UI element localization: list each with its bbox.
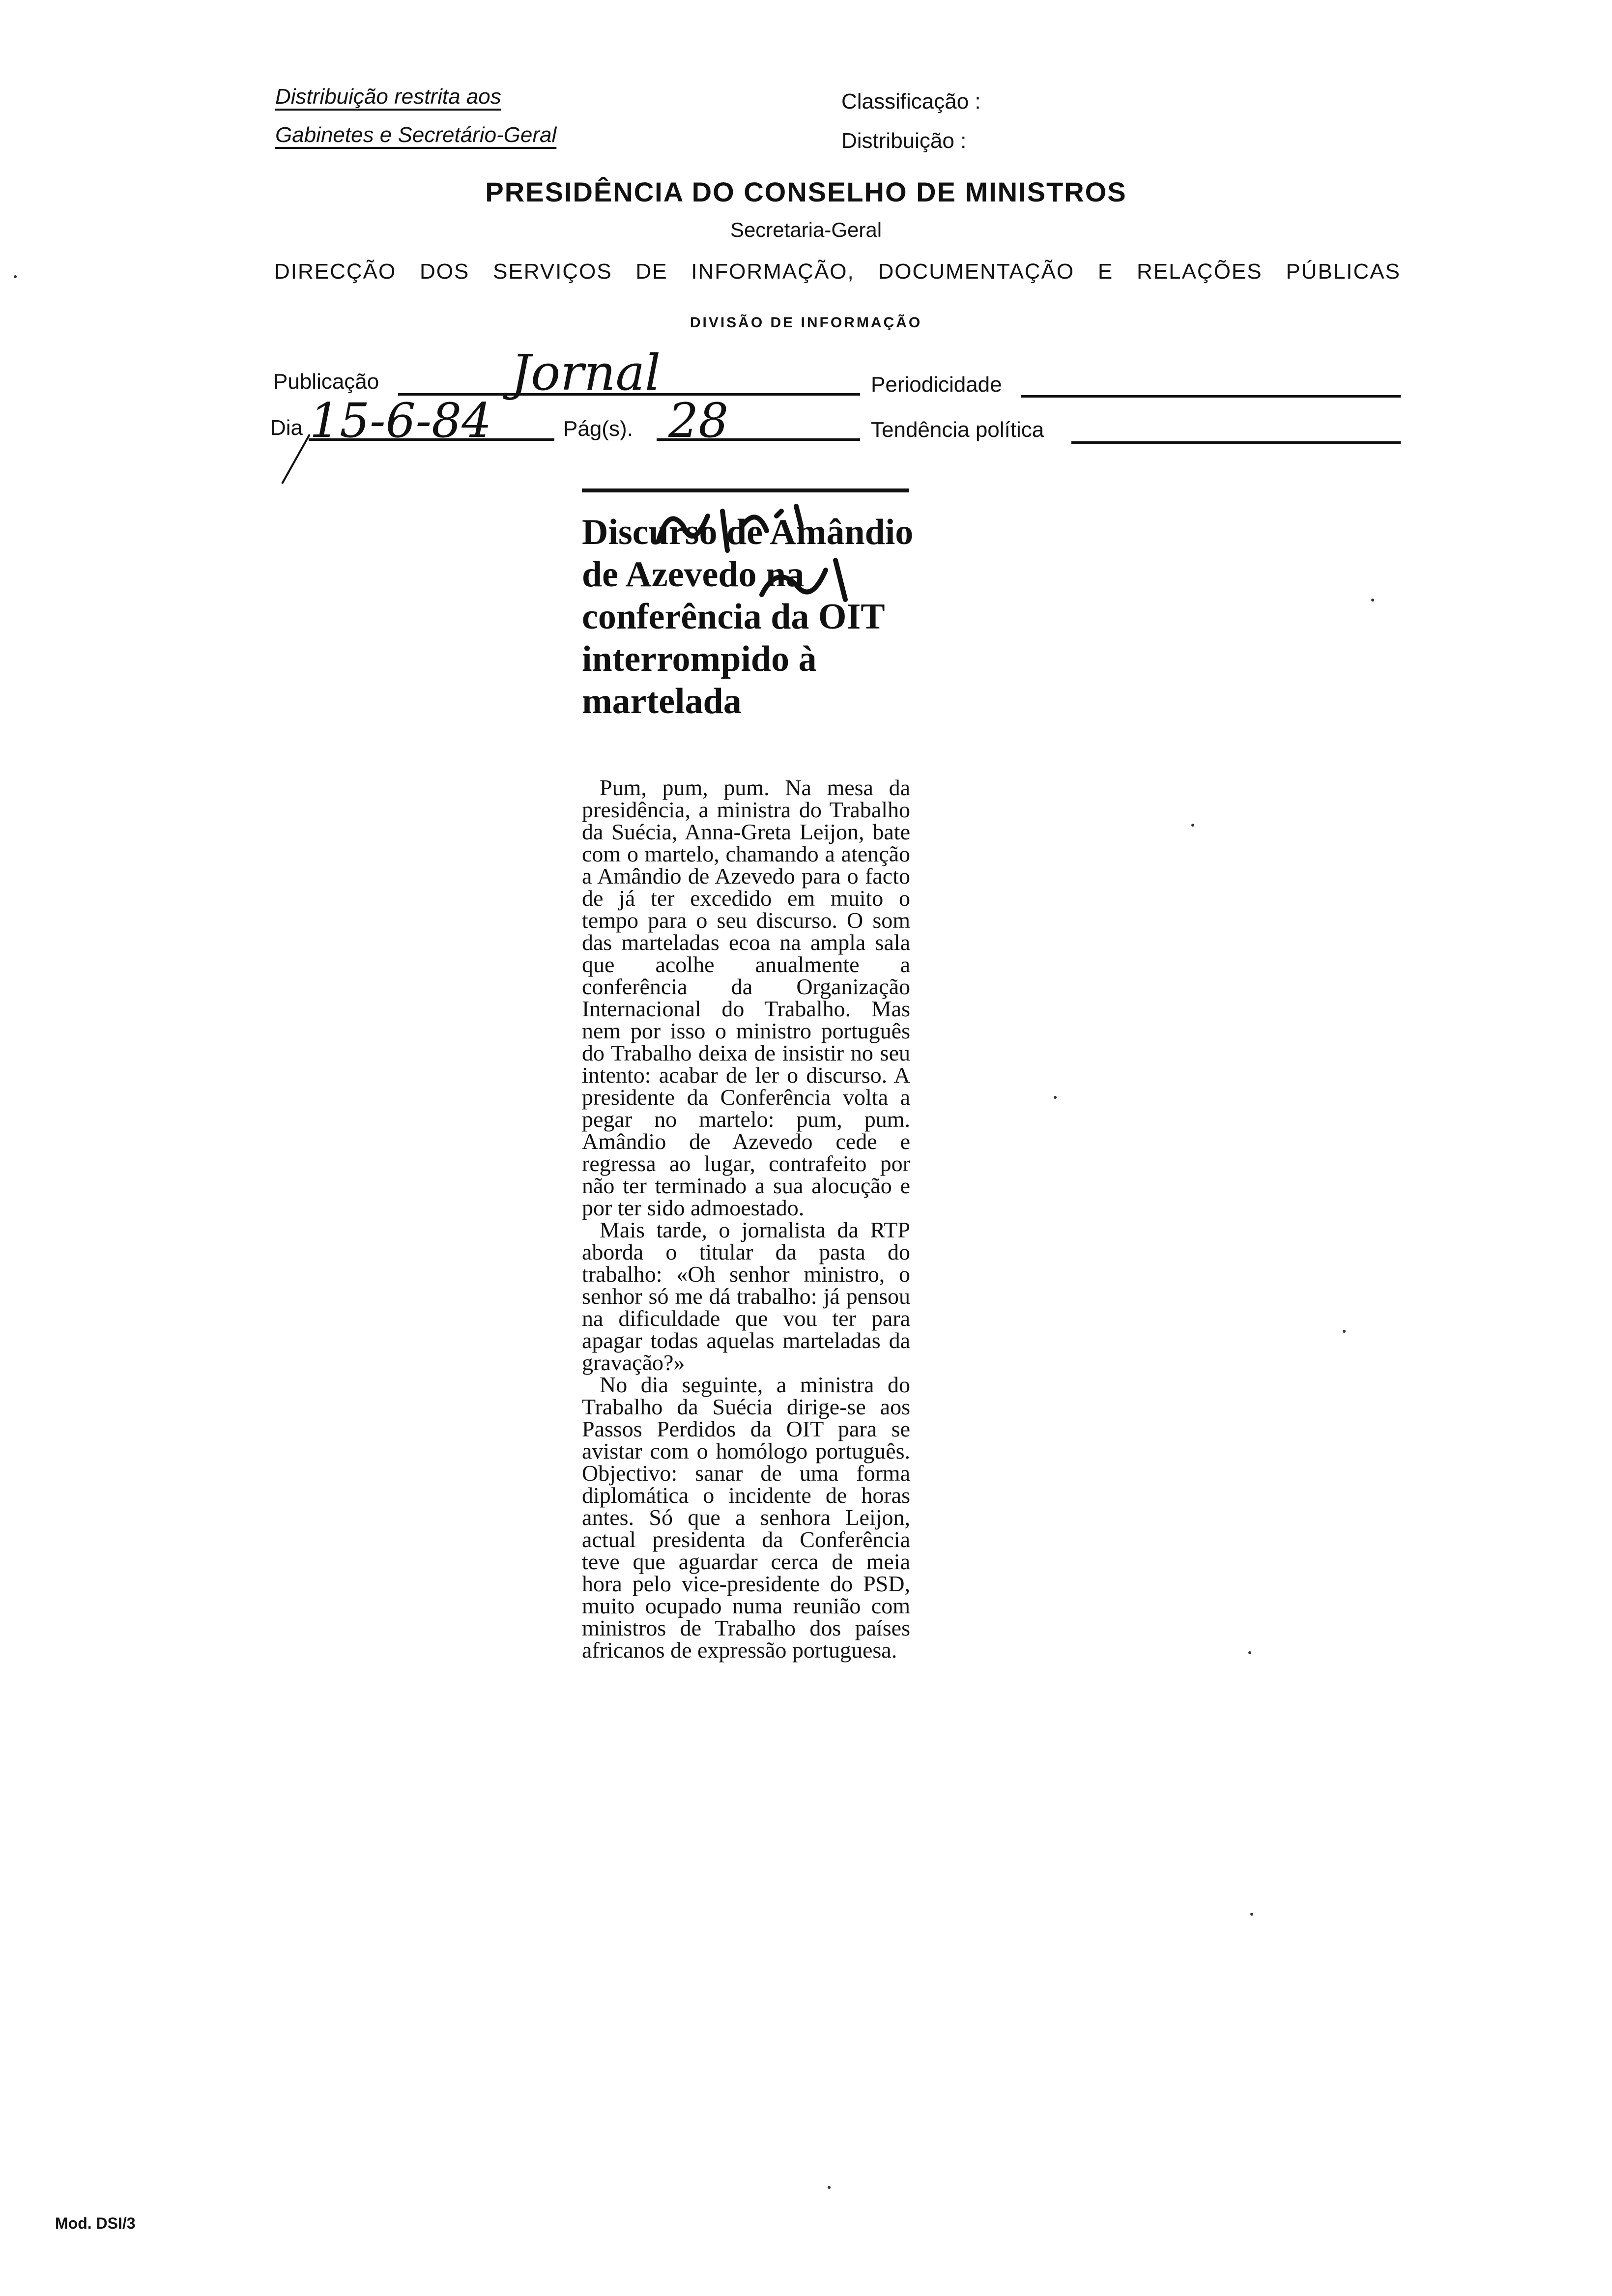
article-paragraph-2: Mais tarde, o jornalista da RTP aborda o titular da pasta do trabalho: «Oh senhor ministro, o senhor só me dá trabalho: já pensou na dificuldade que vou ter para apagar todas aquelas marteladas da gravação?» bbox=[582, 1217, 910, 1375]
publicacao-handwritten: Jornal bbox=[511, 344, 661, 402]
periodicidade-underline bbox=[1021, 395, 1401, 398]
org-title: PRESIDÊNCIA DO CONSELHO DE MINISTROS bbox=[485, 176, 1127, 207]
periodicidade-label: Periodicidade bbox=[871, 373, 1002, 397]
article-paragraph-3: No dia seguinte, a ministra do Trabalho da Suécia dirige-se aos Passos Perdidos da OIT para se avistar com o homólogo português. Objectivo: sanar de uma forma diplomática o incidente de horas antes. Só que a senhora Leijon, actual presidenta da Conferência teve que aguardar cerca de meia hora pelo vice-presidente do PSD, muito ocupado numa reunião com ministros de Trabalho dos países africanos de expressão portuguesa. bbox=[582, 1372, 910, 1663]
article-headline: Discurso de Amândio de Azevedo na conferência da OIT interrompido à martelada bbox=[582, 512, 914, 721]
scan-speck bbox=[1250, 1913, 1253, 1916]
dia-handwritten: 15-6-84 bbox=[310, 393, 492, 448]
scan-speck bbox=[1248, 1651, 1251, 1654]
scan-speck bbox=[1054, 1096, 1057, 1099]
restricted-distribution-line1: Distribuição restrita aos bbox=[275, 85, 501, 109]
model-code: Mod. DSI/3 bbox=[55, 2214, 136, 2232]
article-top-rule bbox=[582, 488, 909, 492]
tendencia-underline bbox=[1071, 441, 1401, 444]
scan-speck bbox=[1371, 599, 1374, 602]
dia-label: Dia bbox=[270, 416, 303, 440]
pag-label: Pág(s). bbox=[563, 417, 633, 441]
scan-speck bbox=[828, 2186, 831, 2189]
dia-pen-stroke bbox=[275, 432, 315, 487]
secretaria-geral: Secretaria-Geral bbox=[730, 218, 882, 241]
scan-speck bbox=[1343, 1330, 1346, 1333]
article-paragraph-1: Pum, pum, pum. Na mesa da presidência, a ministra do Trabalho da Suécia, Anna-Greta Leijon, bate com o martelo, chamando a atenção a Amândio de Azevedo para o facto de já ter excedido em muito o tempo para o seu discurso. O som das marteladas ecoa na ampla sala que acolhe anualmente a conferência da Organização Internacional do Trabalho. Mas nem por isso o ministro português do Trabalho deixa de insistir no seu intento: acabar de ler o discurso. A presidente da Conferência volta a pegar no martelo: pum, pum. Amândio de Azevedo cede e regressa ao lugar, contrafeito por não ter terminado a sua alocução e por ter sido admoestado. bbox=[582, 775, 910, 1220]
distribuicao-label: Distribuição : bbox=[841, 129, 967, 153]
headline-date-scrawl bbox=[649, 496, 875, 624]
classificacao-label: Classificação : bbox=[841, 89, 981, 114]
article-body bbox=[582, 776, 910, 1661]
tendencia-label: Tendência política bbox=[871, 418, 1044, 442]
direccao-title: DIRECÇÃO DOS SERVIÇOS DE INFORMAÇÃO, DOCUMENTAÇÃO E RELAÇÕES PÚBLICAS bbox=[274, 259, 1401, 284]
divisao-title: DIVISÃO DE INFORMAÇÃO bbox=[690, 315, 922, 331]
scan-speck bbox=[1191, 824, 1194, 827]
pag-handwritten: 28 bbox=[668, 393, 729, 448]
publicacao-label: Publicação bbox=[273, 370, 379, 394]
scan-speck bbox=[14, 275, 17, 278]
restricted-distribution-line2: Gabinetes e Secretário-Geral bbox=[275, 123, 557, 147]
